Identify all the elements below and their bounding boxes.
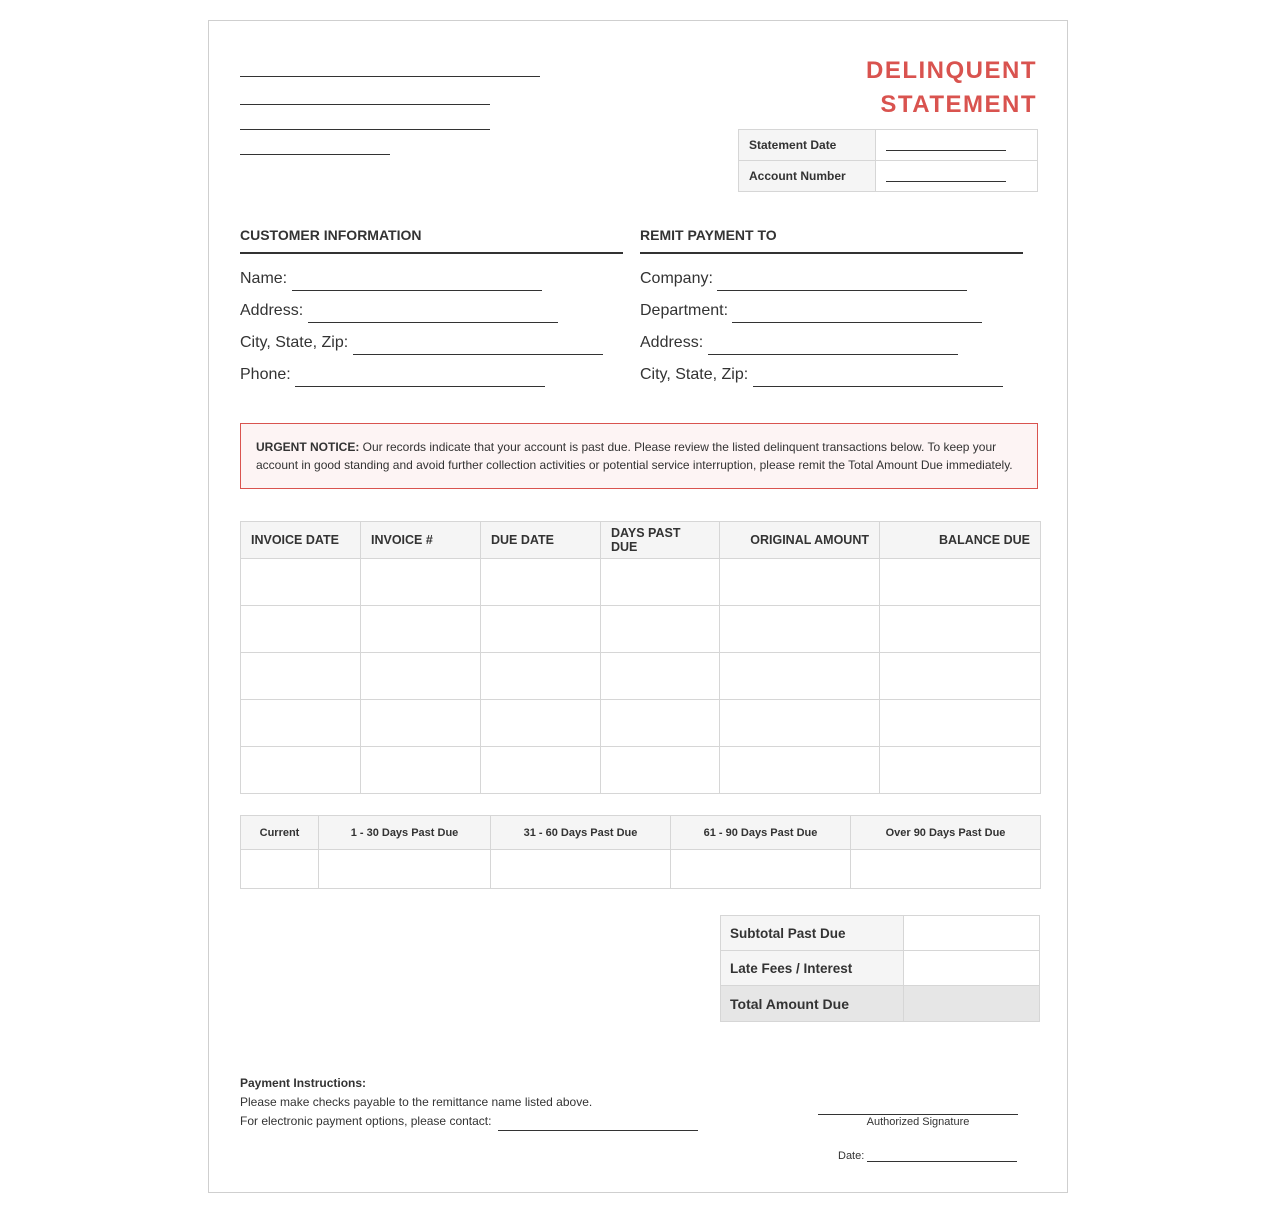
table-cell[interactable] [601,653,720,700]
table-cell[interactable] [361,606,481,653]
company-city-line[interactable] [240,129,490,130]
company-address-line[interactable] [240,104,490,105]
customer-phone-label: Phone: [240,366,291,383]
totals-table [720,915,1040,1022]
table-cell[interactable] [601,747,720,794]
authorized-signature-line[interactable] [818,1114,1018,1128]
title-line-2: STATEMENT [880,91,1037,118]
remit-address-label: Address: [640,334,704,351]
invoice-table [240,521,1041,794]
authorized-signature-label: Authorized Signature [866,1116,970,1128]
customer-name-label: Name: [240,270,288,287]
aging-31-60-header: 31 - 60 Days Past Due [491,816,671,850]
payment-contact-label: For electronic payment options, please contact: [240,1114,492,1128]
account-number-label: Account Number [739,161,876,192]
table-cell[interactable] [241,747,361,794]
company-name-line[interactable] [240,76,540,77]
invoice-header-row [241,522,1041,559]
aging-current-cell[interactable] [241,850,319,889]
aging-1-30-cell[interactable] [319,850,491,889]
urgent-notice [240,423,1038,489]
aging-31-60-cell[interactable] [491,850,671,889]
table-cell[interactable] [880,559,1041,606]
table-cell[interactable] [720,559,880,606]
customer-info-heading: CUSTOMER INFORMATION [240,227,623,254]
invoice-date-header: INVOICE DATE [241,522,361,559]
table-cell[interactable] [720,653,880,700]
payment-instructions-line-1: Please make checks payable to the remittance name listed above. [240,1095,593,1109]
remit-department-field[interactable] [640,302,728,320]
table-cell[interactable] [361,747,481,794]
aging-header-row [241,816,1041,850]
total-row [721,986,1040,1022]
table-cell[interactable] [481,747,601,794]
aging-value-row [241,850,1041,889]
table-cell[interactable] [241,653,361,700]
table-cell[interactable] [601,700,720,747]
remit-company-field[interactable] [640,270,713,288]
table-row [241,700,1041,747]
table-cell[interactable] [720,606,880,653]
table-cell[interactable] [241,606,361,653]
customer-city-label: City, State, Zip: [240,334,349,351]
statement-date-field[interactable] [876,130,1038,161]
late-fees-label: Late Fees / Interest [721,951,904,986]
invoice-number-header: INVOICE # [361,522,481,559]
table-cell[interactable] [481,653,601,700]
remit-city-field[interactable] [640,366,748,384]
due-date-header: DUE DATE [481,522,601,559]
subtotal-row [721,916,1040,951]
table-cell[interactable] [880,653,1041,700]
total-amount-label: Total Amount Due [721,986,904,1022]
signature-date-field[interactable] [838,1148,1017,1162]
table-cell[interactable] [361,559,481,606]
table-row [241,653,1041,700]
late-fees-value[interactable] [904,951,1040,986]
table-cell[interactable] [601,559,720,606]
statement-page [208,20,1068,1193]
aging-over-90-cell[interactable] [851,850,1041,889]
customer-address-label: Address: [240,302,304,319]
aging-over-90-header: Over 90 Days Past Due [851,816,1041,850]
urgent-notice-text: Our records indicate that your account is past due. Please review the listed delinquent transactions below. To keep your account in good standing and avoid further collection activities or potential service interruption, please remit the Total Amount Due immediately. [256,440,1013,472]
table-row [241,559,1041,606]
subtotal-value[interactable] [904,916,1040,951]
table-cell[interactable] [481,700,601,747]
days-past-due-header: DAYS PAST DUE [601,522,720,559]
remit-city-label: City, State, Zip: [640,366,749,383]
total-amount-value[interactable] [904,986,1040,1022]
table-row [241,606,1041,653]
table-cell[interactable] [481,606,601,653]
account-number-field[interactable] [876,161,1038,192]
table-cell[interactable] [880,606,1041,653]
customer-address-field[interactable] [240,302,303,320]
table-row [241,747,1041,794]
company-phone-line[interactable] [240,154,390,155]
aging-table [240,815,1041,889]
late-fees-row [721,951,1040,986]
payment-contact-line[interactable] [498,1117,698,1131]
payment-instructions-line-2 [240,1112,698,1131]
table-cell[interactable] [481,559,601,606]
aging-61-90-cell[interactable] [671,850,851,889]
customer-name-field[interactable] [240,270,287,288]
payment-instructions-heading: Payment Instructions: [240,1076,367,1090]
remit-company-label: Company: [640,270,713,287]
document-title [866,54,1037,122]
subtotal-label: Subtotal Past Due [721,916,904,951]
table-cell[interactable] [720,700,880,747]
statement-meta-table [738,129,1038,192]
signature-date-label: Date: [838,1150,865,1162]
customer-city-field[interactable] [240,334,348,352]
original-amount-header: ORIGINAL AMOUNT [720,522,880,559]
table-cell[interactable] [880,747,1041,794]
aging-current-header: Current [241,816,319,850]
aging-1-30-header: 1 - 30 Days Past Due [319,816,491,850]
table-cell[interactable] [241,700,361,747]
balance-due-header: BALANCE DUE [880,522,1041,559]
table-cell[interactable] [880,700,1041,747]
remit-address-field[interactable] [640,334,703,352]
aging-61-90-header: 61 - 90 Days Past Due [671,816,851,850]
payment-instructions [240,1074,698,1131]
table-cell[interactable] [601,606,720,653]
title-line-1: DELINQUENT [866,57,1037,84]
customer-phone-field[interactable] [240,366,291,384]
remit-heading: REMIT PAYMENT TO [640,227,1023,254]
urgent-notice-label: URGENT NOTICE: [256,440,360,454]
table-cell[interactable] [361,653,481,700]
table-cell[interactable] [361,700,481,747]
remit-department-label: Department: [640,302,729,319]
table-cell[interactable] [241,559,361,606]
statement-date-label: Statement Date [739,130,876,161]
table-cell[interactable] [720,747,880,794]
